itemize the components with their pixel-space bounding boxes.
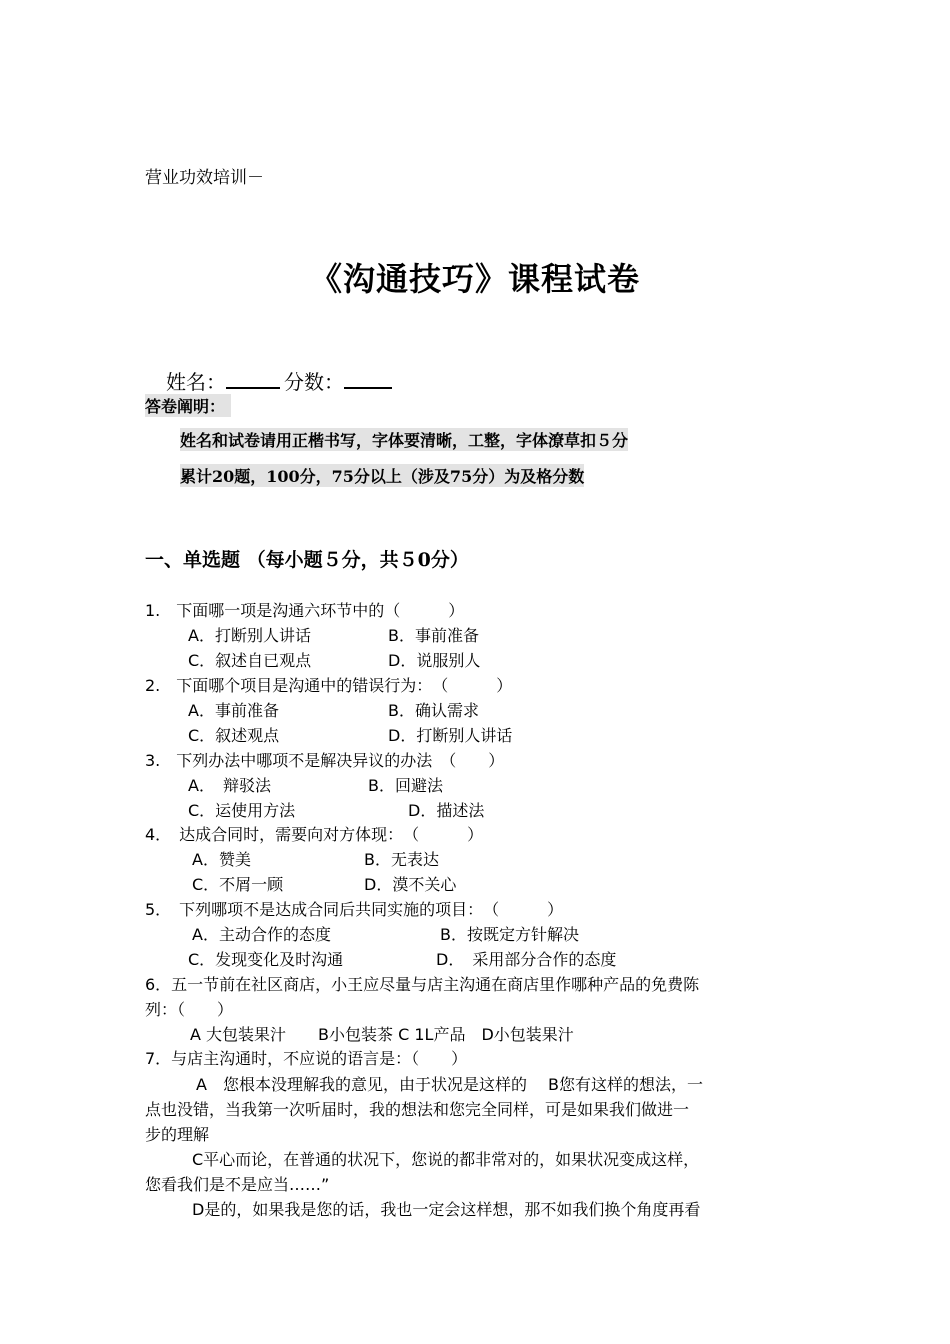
section-heading: 一、单选题 （每小题５分，共５0分） xyxy=(145,549,469,571)
question-4-stem: 4． 达成合同时，需要向对方体现： （ ） xyxy=(145,825,484,844)
name-blank[interactable] xyxy=(226,369,280,389)
question-1-option-a: A．打断别人讲话 xyxy=(188,626,311,645)
question-3-option-c: C．运使用方法 xyxy=(188,801,296,820)
score-label: 分数： xyxy=(284,370,344,394)
question-4-option-c: C．不屑一顾 xyxy=(192,875,284,894)
question-3-stem: 3. 下列办法中哪项不是解决异议的办法 （ ） xyxy=(145,751,505,770)
name-score-row xyxy=(166,366,392,395)
question-5-option-a: A．主动合作的态度 xyxy=(192,925,331,944)
question-7-option-a-line-3: 步的理解 xyxy=(145,1125,210,1144)
instructions-line-2: 累计20题，100分，75分以上（涉及75分）为及格分数 xyxy=(180,464,584,487)
question-1-stem: 1. 下面哪一项是沟通六环节中的（ ） xyxy=(145,601,465,620)
question-1-option-d: D．说服别人 xyxy=(388,651,481,670)
question-2-option-c: C．叙述观点 xyxy=(188,726,280,745)
name-label: 姓名： xyxy=(166,370,226,394)
question-3-option-b: B．回避法 xyxy=(368,776,443,795)
document-header: 营业功效培训－ xyxy=(145,168,264,188)
question-7-stem: 7．与店主沟通时，不应说的语言是：（ ） xyxy=(145,1049,468,1068)
question-2-option-d: D．打断别人讲话 xyxy=(388,726,513,745)
question-2-option-b: B．确认需求 xyxy=(388,701,479,720)
question-3-option-d: D．描述法 xyxy=(408,801,485,820)
question-3-option-a: A． 辩驳法 xyxy=(188,776,271,795)
question-4-option-a: A．赞美 xyxy=(192,850,251,869)
question-2-stem: 2. 下面哪个项目是沟通中的错误行为： （ ） xyxy=(145,676,513,695)
question-5-option-d: D． 采用部分合作的态度 xyxy=(436,950,617,969)
question-5-option-b: B．按既定方针解决 xyxy=(440,925,579,944)
question-6-line-2: 列：（ ） xyxy=(145,1000,234,1019)
question-7-option-c-line-1: C平心而论，在普通的状况下，您说的都非常对的，如果状况变成这样， xyxy=(192,1150,700,1169)
question-7-option-a-line-1: A 您根本没理解我的意见，由于状况是这样的 B您有这样的想法，一 xyxy=(196,1075,704,1094)
question-5-option-c: C．发现变化及时沟通 xyxy=(188,950,344,969)
question-2-option-a: A．事前准备 xyxy=(188,701,279,720)
question-7-option-c-line-2: 您看我们是不是应当……” xyxy=(145,1175,330,1194)
question-4-option-d: D．漠不关心 xyxy=(364,875,457,894)
question-7-option-d-line-1: D是的，如果我是您的话，我也一定会这样想，那不如我们换个角度再看 xyxy=(192,1200,701,1219)
question-7-option-a-line-2: 点也没错，当我第一次听届时，我的想法和您完全同样，可是如果我们做进一 xyxy=(145,1100,690,1119)
question-6-line-1: 6．五一节前在社区商店，小王应尽量与店主沟通在商店里作哪种产品的免费陈 xyxy=(145,975,700,994)
question-6-options: A 大包装果汁 B小包装茶 C 1L产品 D小包装果汁 xyxy=(190,1025,574,1044)
question-4-option-b: B．无表达 xyxy=(364,850,439,869)
instructions-title: 答卷阐明： xyxy=(145,394,231,417)
question-1-option-c: C．叙述自已观点 xyxy=(188,651,312,670)
question-5-stem: 5． 下列哪项不是达成合同后共同实施的项目： （ ） xyxy=(145,900,564,919)
score-blank[interactable] xyxy=(344,369,392,389)
instructions-line-1: 姓名和试卷请用正楷书写，字体要清晰，工整，字体潦草扣５分 xyxy=(180,428,628,451)
question-1-option-b: B．事前准备 xyxy=(388,626,479,645)
page-title: 《沟通技巧》课程试卷 xyxy=(309,260,640,298)
